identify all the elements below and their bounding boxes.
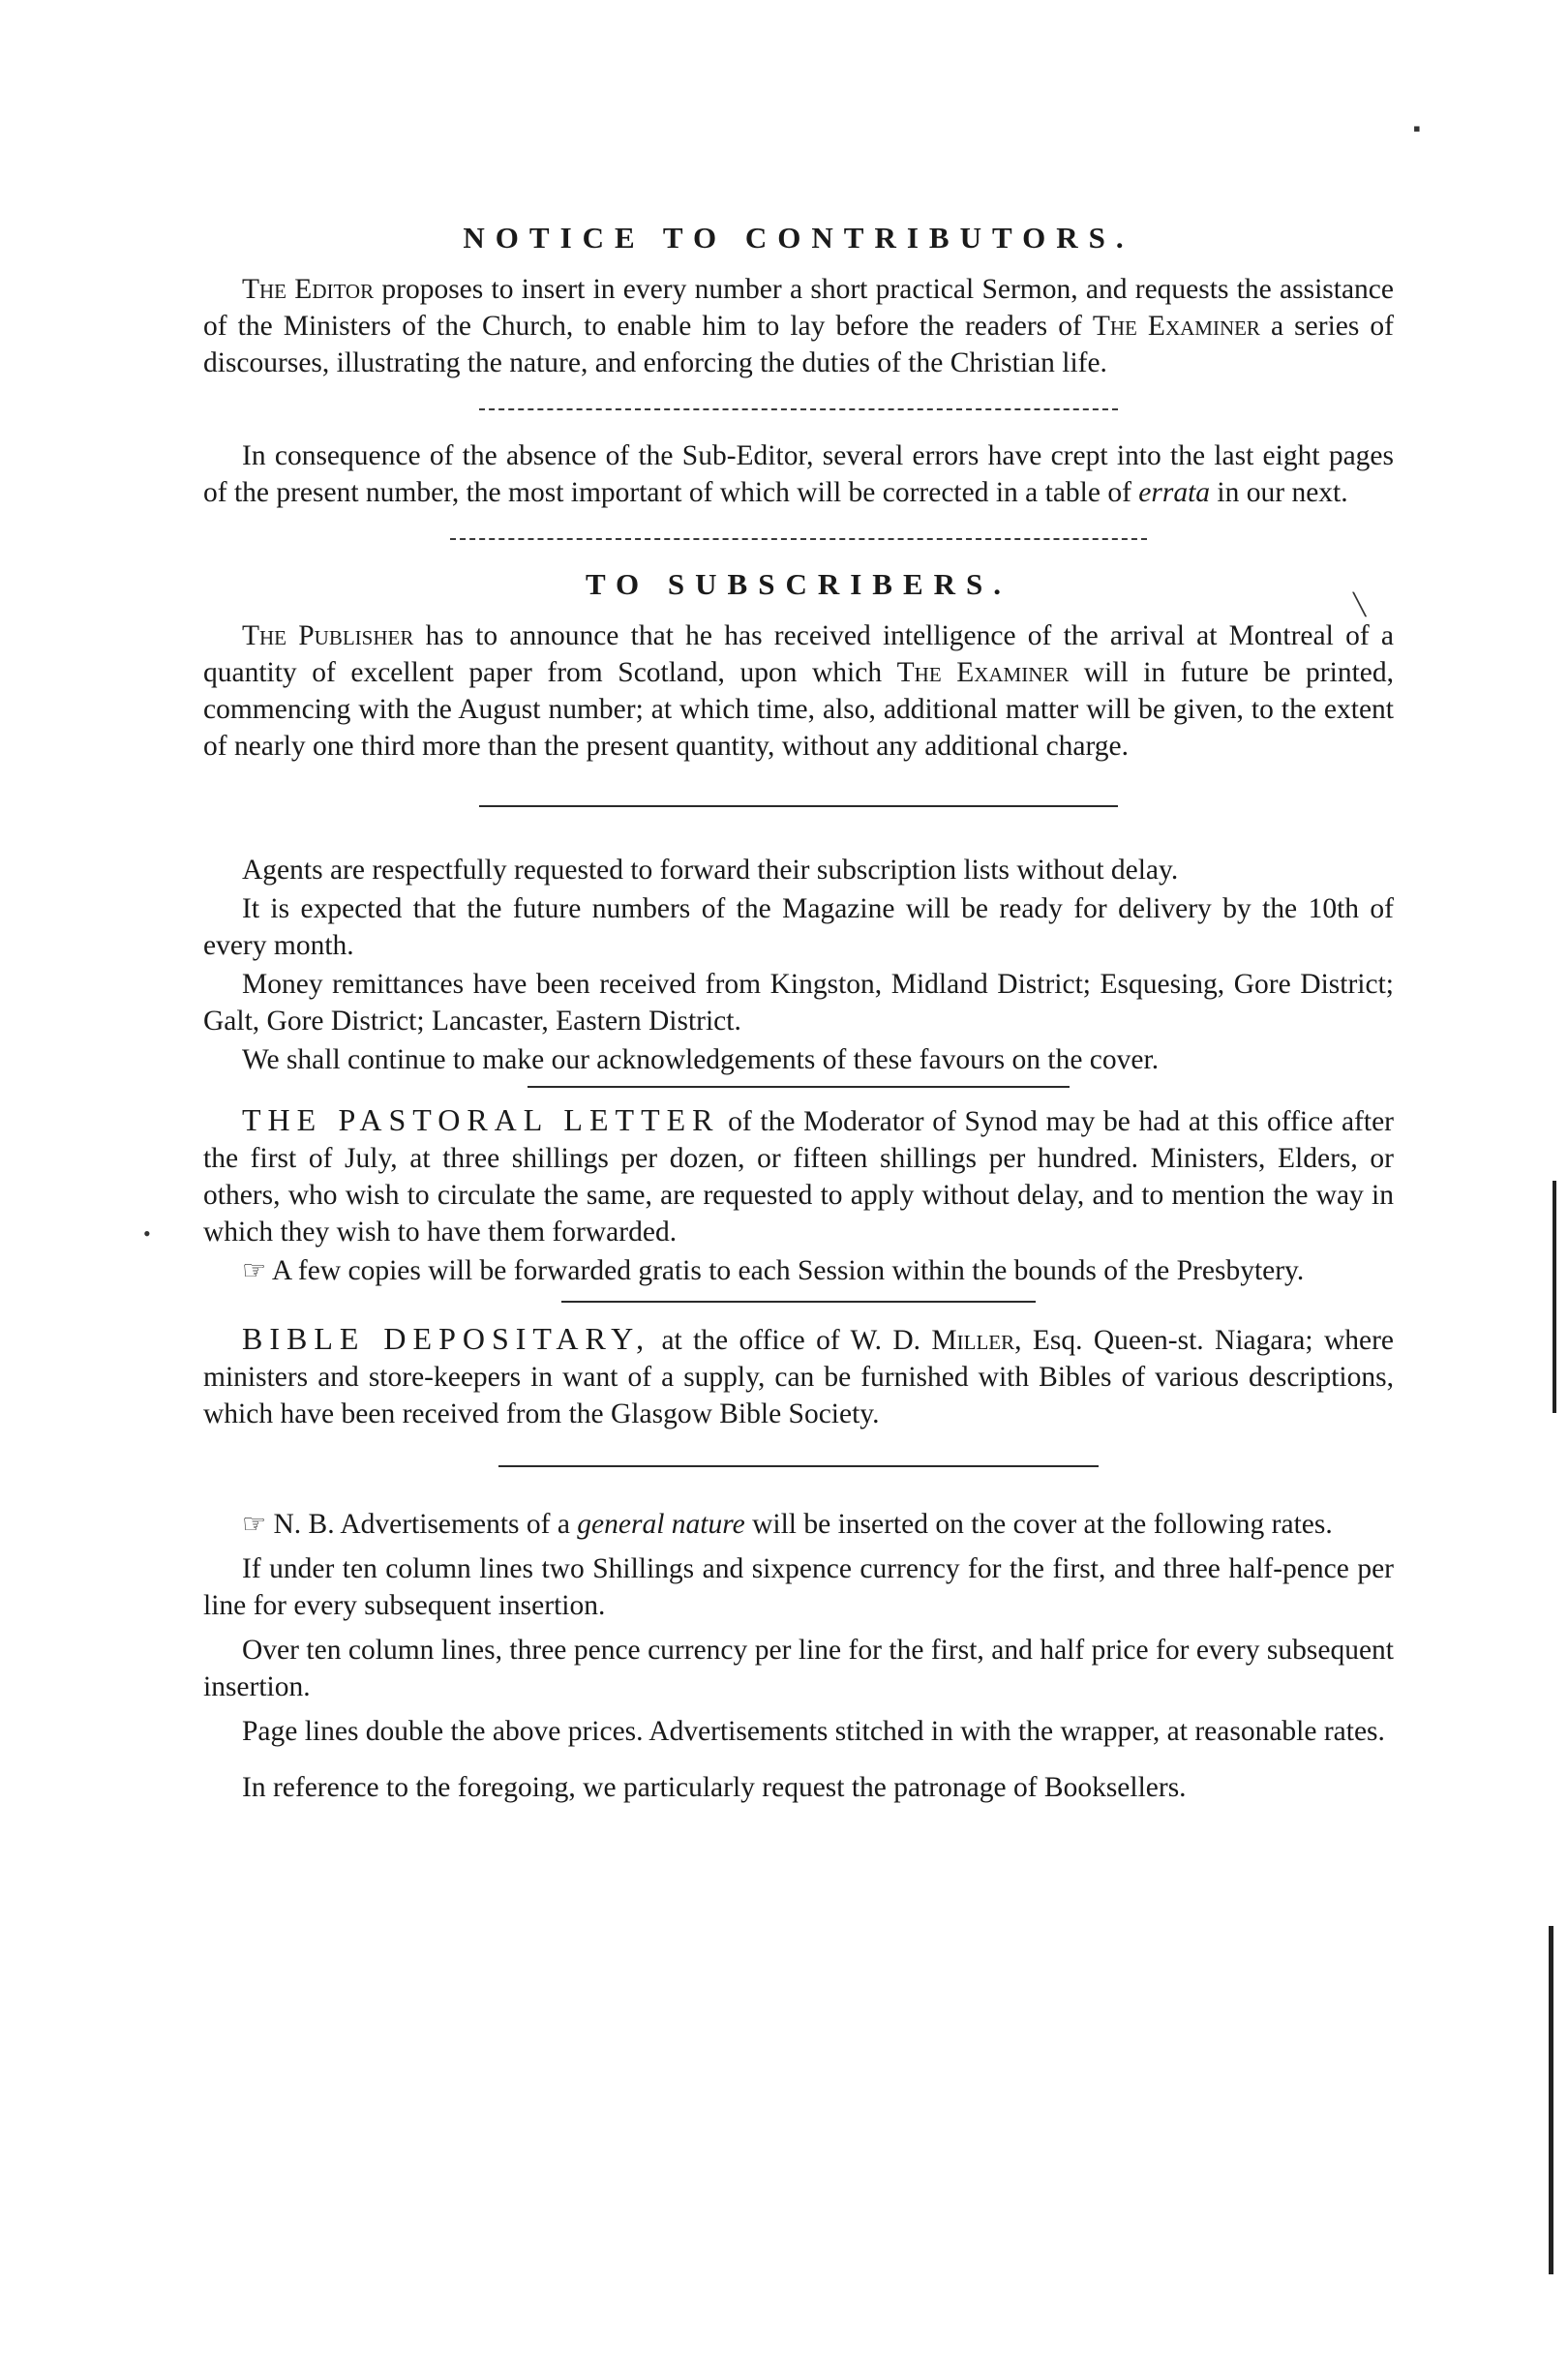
bible-depositary-title: BIBLE DEPOSITARY, xyxy=(242,1321,651,1356)
bible-text-2: , Esq. Queen-st. Niagara; where ministers and store-keepers in want of a supply, can be furnished with Bibles of various descriptions, which have been received from the Glasgow Bible Society. xyxy=(203,1325,1395,1429)
pointing-hand-icon: ☞ xyxy=(242,1508,267,1540)
delivery-notice: It is expected that the future numbers of the Magazine will be ready for delivery by the 10th of every month. xyxy=(203,893,1394,961)
errata-word: errata xyxy=(1138,477,1211,508)
remittances-notice: Money remittances have been received from Kingston, Midland District; Esquesing, Gore District; Galt, Gore District; Lancaster, Eastern District. xyxy=(203,969,1394,1037)
pastoral-letter-title: THE PASTORAL LETTER xyxy=(242,1102,720,1137)
divider xyxy=(561,1301,1036,1303)
editor-notice-text-2: a series of discourses, illustrating the nature, and enforcing the duties of the Christian life. xyxy=(203,311,1394,378)
acknowledgements-notice: We shall continue to make our acknowledgements of these favours on the cover. xyxy=(242,1044,1160,1075)
publisher-label: The Publisher xyxy=(242,620,414,651)
scan-speck: ╲ xyxy=(1353,592,1367,616)
nb-label: N. B. xyxy=(266,1509,335,1540)
publisher-notice xyxy=(203,617,1394,765)
subscribers-heading: TO SUBSCRIBERS. xyxy=(585,567,1012,601)
scan-speck: • xyxy=(143,1221,151,1246)
page-content xyxy=(203,194,1394,1806)
scan-speck: ▪ xyxy=(1413,116,1421,140)
examiner-title: The Examiner xyxy=(1092,311,1260,342)
divider xyxy=(479,408,1118,410)
pointing-hand-icon: ☞ xyxy=(242,1254,267,1286)
errata-notice-text-2: in our next. xyxy=(1210,477,1348,508)
examiner-title: The Examiner xyxy=(896,657,1070,688)
editor-label: The Editor xyxy=(242,274,375,305)
ads-text-1: Advertisements of a xyxy=(334,1509,578,1540)
copies-notice xyxy=(203,1252,1394,1289)
booksellers-notice: In reference to the foregoing, we particularly request the patronage of Booksellers. xyxy=(242,1772,1187,1803)
publisher-notice-text-1: has to announce that he has received intelligence of the arrival at Montreal of a quantity of excellent paper from Scotland, upon which xyxy=(203,620,1394,688)
bible-text-1: at the office of W. D. xyxy=(650,1325,932,1356)
pastoral-letter-notice xyxy=(203,1101,1394,1250)
publisher-notice-text-2: will in future be printed, commencing with the August number; at which time, also, additional matter will be given, to the extent of nearly one third more than the present quantity, without any additional charge. xyxy=(203,657,1394,762)
rate-under-ten: If under ten column lines two Shillings and sixpence currency for the first, and three half-pence per line for every subsequent insertion. xyxy=(203,1553,1394,1621)
divider xyxy=(528,1086,1070,1088)
advertisements-notice xyxy=(203,1506,1394,1543)
divider xyxy=(498,1465,1099,1467)
agents-notice: Agents are respectfully requested to forward their subscription lists without delay. xyxy=(242,855,1179,886)
copies-text: A few copies will be forwarded gratis to each Session within the bounds of the Presbytery. xyxy=(271,1255,1305,1286)
margin-mark xyxy=(1549,1926,1553,2274)
margin-mark xyxy=(1553,1181,1556,1413)
general-nature: general nature xyxy=(577,1509,745,1540)
contributors-heading: NOTICE TO CONTRIBUTORS. xyxy=(463,221,1134,255)
pastoral-letter-text: of the Moderator of Synod may be had at this office after the first of July, at three shillings per dozen, or fifteen shillings per hundred. Ministers, Elders, or others, who wish to circulate the same, are requested to apply without delay, and to mention the way in which they wish to have them forwarded. xyxy=(203,1106,1394,1248)
editor-notice xyxy=(203,271,1394,381)
rate-over-ten: Over ten column lines, three pence currency per line for the first, and half price for every subsequent insertion. xyxy=(203,1635,1394,1702)
ads-text-2: will be inserted on the cover at the following rates. xyxy=(744,1509,1333,1540)
errata-notice xyxy=(203,437,1394,511)
divider xyxy=(479,805,1118,807)
editor-notice-text-1: proposes to insert in every number a short practical Sermon, and requests the assistance of the Ministers of the Church, to enable him to lay before the readers of xyxy=(203,274,1394,342)
errata-notice-text-1: In consequence of the absence of the Sub-Editor, several errors have crept into the last eight pages of the present number, the most important of which will be corrected in a table of xyxy=(203,440,1394,508)
bible-depositary-notice xyxy=(203,1320,1394,1432)
miller-name: Miller xyxy=(931,1325,1015,1356)
divider xyxy=(450,538,1147,540)
rate-page-lines: Page lines double the above prices. Advertisements stitched in with the wrapper, at reasonable rates. xyxy=(242,1716,1385,1747)
